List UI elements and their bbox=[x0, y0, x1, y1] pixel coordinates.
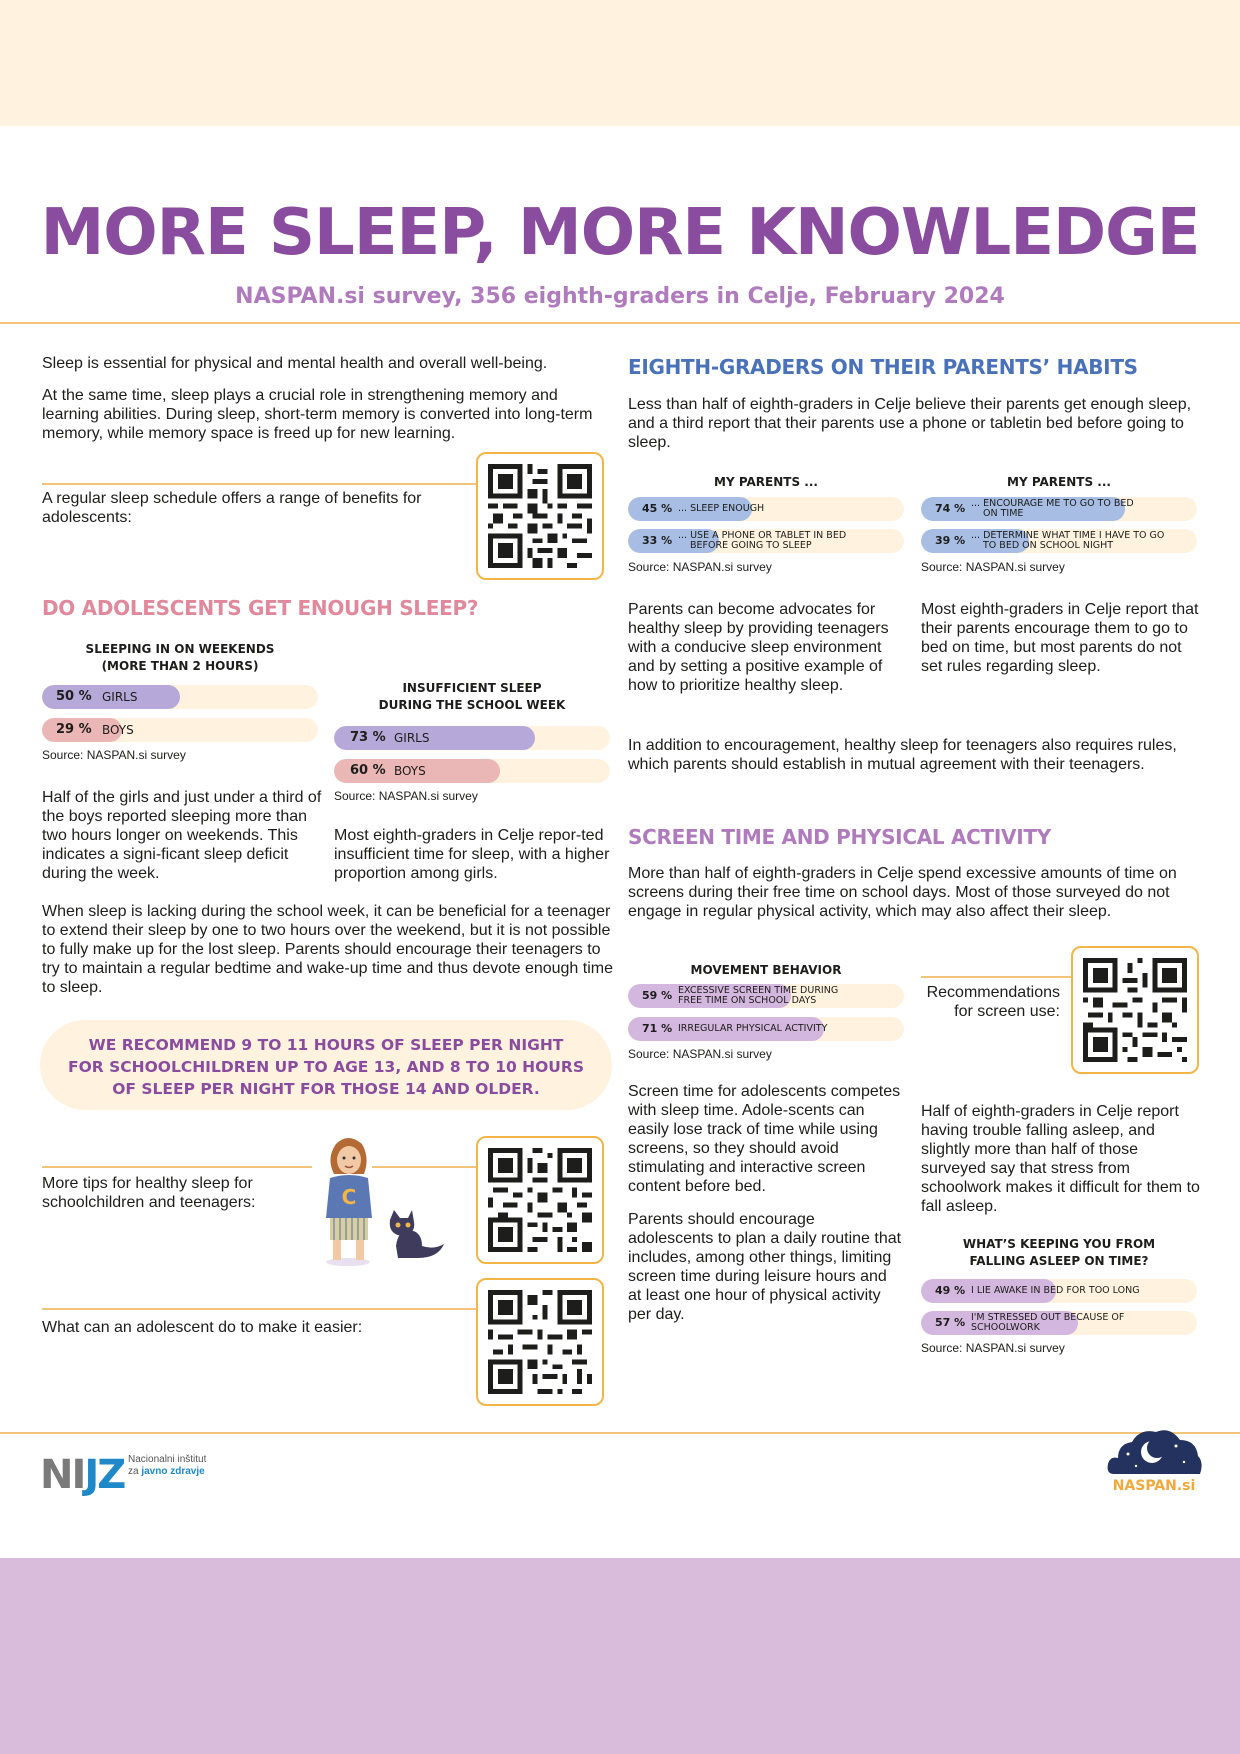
weekend-chart-source: Source: NASPAN.si survey bbox=[42, 748, 186, 762]
school-bar-girls bbox=[334, 726, 610, 750]
keeping-bar-stressed bbox=[921, 1311, 1197, 1335]
svg-text:C: C bbox=[341, 1185, 357, 1209]
school-girls-pct: 73 % bbox=[350, 730, 386, 745]
qr-connector-line bbox=[42, 483, 476, 485]
naspan-logo bbox=[1106, 1418, 1202, 1498]
qr-code-icon bbox=[488, 1290, 592, 1394]
movement-activity-label: IRREGULAR PHYSICAL ACTIVITY bbox=[678, 1023, 828, 1034]
weekend-chart-title: SLEEPING IN ON WEEKENDS (MORE THAN 2 HOURS) bbox=[85, 642, 275, 673]
screen-intro: More than half of eighth-graders in Celje spend excessive amounts of time on screens during their free time on school days. Most of those surveyed do not engage in regular physical activity, which may also affect their sleep. bbox=[628, 865, 1177, 920]
easier-text: What can an adolescent do to make it easier: bbox=[42, 1319, 363, 1336]
screen-trouble-text: Half of eighth-graders in Celje report having trouble falling asleep, and slightly more than half of those surveyed say that stress from schoolwork makes it difficult for them to fall asleep. bbox=[921, 1103, 1200, 1215]
movement-screen-pct: 59 % bbox=[642, 989, 673, 1002]
top-band bbox=[0, 0, 1240, 126]
school-girls-label: GIRLS bbox=[394, 731, 430, 745]
movement-chart-title: MOVEMENT BEHAVIOR bbox=[690, 963, 842, 977]
weekend-girls-pct: 50 % bbox=[56, 689, 92, 704]
qr-connector-line bbox=[42, 1308, 476, 1310]
parents-determine-pct: 39 % bbox=[935, 534, 966, 547]
page-title: MORE SLEEP, MORE KNOWLEDGE bbox=[40, 196, 1200, 270]
parents-bar-encourage bbox=[921, 497, 1197, 521]
screen-routine-text: Parents should encourage adolescents to plan a daily routine that includes, among other things, limiting screen time during leisure hours and at least one hour of physical activity per day. bbox=[628, 1211, 902, 1323]
weekend-girls-label: GIRLS bbox=[102, 690, 138, 704]
qr-code-screen[interactable] bbox=[1071, 946, 1199, 1074]
qr-code-tips[interactable] bbox=[476, 1136, 604, 1264]
intro-paragraph-1: Sleep is essential for physical and mental health and overall well-being. bbox=[42, 355, 548, 372]
parents-bar-sleep-enough bbox=[628, 497, 904, 521]
keeping-awake-label: I LIE AWAKE IN BED FOR TOO LONG bbox=[971, 1285, 1140, 1296]
school-boys-label: BOYS bbox=[394, 764, 426, 778]
parents-heading: EIGHTH-GRADERS ON THEIR PARENTS’ HABITS bbox=[628, 355, 1138, 379]
qr-code-icon bbox=[488, 1148, 592, 1252]
qr-code-schedule[interactable] bbox=[476, 452, 604, 580]
weekend-boys-pct: 29 % bbox=[56, 722, 92, 737]
keeping-awake-pct: 49 % bbox=[935, 1284, 966, 1297]
parents-encourage-text: Most eighth-graders in Celje report that their parents encourage them to go to bed on time, but most parents do not set rules regarding sleep. bbox=[921, 601, 1199, 675]
intro-paragraph-2: At the same time, sleep plays a crucial role in strengthening memory and learning abilities. During sleep, short-term memory is converted into long-term memory, while memory space is freed up for new learning. bbox=[42, 387, 593, 442]
nijz-logo bbox=[40, 1452, 240, 1498]
movement-screen-label: EXCESSIVE SCREEN TIME DURING FREE TIME ON SCHOOL DAYS bbox=[678, 985, 839, 1006]
school-chart-source: Source: NASPAN.si survey bbox=[334, 789, 478, 803]
footer-divider bbox=[0, 1432, 1240, 1434]
movement-chart-source: Source: NASPAN.si survey bbox=[628, 1047, 772, 1061]
parents-right-chart-source: Source: NASPAN.si survey bbox=[921, 560, 1065, 574]
naspan-logo-word: NASPAN.si bbox=[1112, 1478, 1196, 1494]
qr-connector-line bbox=[42, 1166, 312, 1168]
parents-left-chart-title: MY PARENTS ... bbox=[714, 475, 818, 489]
qr-code-icon bbox=[1083, 958, 1187, 1062]
parents-encourage-label: ... ENCOURAGE ME TO GO TO BED ON TIME bbox=[971, 498, 1134, 519]
school-boys-pct: 60 % bbox=[350, 763, 386, 778]
girl-illustration-icon bbox=[318, 1134, 448, 1270]
weekend-bar-girls bbox=[42, 685, 318, 709]
tips-text: More tips for healthy sleep for schoolchildren and teenagers: bbox=[42, 1175, 256, 1211]
recommendations-text: Recommendations for screen use: bbox=[926, 984, 1060, 1020]
nijz-logo-mark: NIJZ bbox=[40, 1452, 125, 1498]
weekend-boys-label: BOYS bbox=[102, 723, 134, 737]
qr-connector-line bbox=[921, 976, 1071, 978]
parents-phone-pct: 33 % bbox=[642, 534, 673, 547]
nijz-logo-name: Nacionalni inštitut za javno zdravje bbox=[128, 1454, 207, 1477]
parents-encourage-pct: 74 % bbox=[935, 502, 966, 515]
movement-bar-activity bbox=[628, 1017, 904, 1041]
school-bar-boys bbox=[334, 759, 610, 783]
parents-rules-text: In addition to encouragement, healthy sleep for teenagers also requires rules, which parents should establish in mutual agreement with their teenagers. bbox=[628, 737, 1177, 773]
school-chart-title: INSUFFICIENT SLEEP DURING THE SCHOOL WEEK bbox=[378, 681, 566, 712]
qr-code-icon bbox=[488, 464, 592, 568]
weekend-text: Half of the girls and just under a third of the boys reported sleeping more than two hours longer on weekends. This indicates a signi-ficant sleep deficit during the week. bbox=[42, 789, 322, 882]
parents-determine-label: ... DETERMINE WHAT TIME I HAVE TO GO TO BED ON SCHOOL NIGHT bbox=[971, 530, 1165, 551]
parents-phone-label: ... USE A PHONE OR TABLET IN BED BEFORE GOING TO SLEEP bbox=[678, 530, 847, 551]
parents-intro: Less than half of eighth-graders in Celje believe their parents get enough sleep, and a third report that their parents use a phone or tabletin bed before going to sleep. bbox=[628, 396, 1192, 451]
school-text: Most eighth-graders in Celje repor-ted insufficient time for sleep, with a higher proportion among girls. bbox=[334, 827, 610, 882]
movement-bar-screen bbox=[628, 984, 904, 1008]
parents-bar-phone bbox=[628, 529, 904, 553]
recommendation-box: WE RECOMMEND 9 TO 11 HOURS OF SLEEP PER NIGHT FOR SCHOOLCHILDREN UP TO AGE 13, AND 8 TO 10 HOURS OF SLEEP PER NIGHT FOR THOSE 14 AND OLDER. bbox=[40, 1020, 612, 1110]
bottom-band bbox=[0, 1558, 1240, 1754]
moon-cloud-logo-icon bbox=[1106, 1418, 1202, 1478]
screen-competes-text: Screen time for adolescents competes with sleep time. Adole-scents can easily lose track of time while using screens, so they should avoid stimulating and interactive screen content before bed. bbox=[628, 1083, 901, 1195]
parents-sleep-enough-pct: 45 % bbox=[642, 502, 673, 515]
header-divider bbox=[0, 322, 1240, 324]
enough-sleep-heading: DO ADOLESCENTS GET ENOUGH SLEEP? bbox=[42, 596, 479, 620]
keeping-chart-title: WHAT’S KEEPING YOU FROM FALLING ASLEEP ON TIME? bbox=[962, 1237, 1156, 1268]
parents-bar-determine bbox=[921, 529, 1197, 553]
keeping-chart-source: Source: NASPAN.si survey bbox=[921, 1341, 1065, 1355]
screen-heading: SCREEN TIME AND PHYSICAL ACTIVITY bbox=[628, 825, 1051, 849]
page-subtitle: NASPAN.si survey, 356 eighth-graders in Celje, February 2024 bbox=[235, 284, 1005, 309]
keeping-bar-awake bbox=[921, 1279, 1197, 1303]
movement-activity-pct: 71 % bbox=[642, 1022, 673, 1035]
keeping-stressed-pct: 57 % bbox=[935, 1316, 966, 1329]
schedule-text: A regular sleep schedule offers a range of benefits for adolescents: bbox=[42, 490, 422, 526]
qr-code-easier[interactable] bbox=[476, 1278, 604, 1406]
weekend-bar-boys bbox=[42, 718, 318, 742]
parents-sleep-enough-label: ... SLEEP ENOUGH bbox=[678, 503, 765, 514]
lacking-sleep-text: When sleep is lacking during the school week, it can be beneficial for a teenager to extend their sleep by one to two hours over the weekend, but it is not possible to fully make up for the lost sleep. Parents should encourage their teenagers to try to maintain a regular bedtime and wake-up time and thus devote enough time to sleep. bbox=[42, 903, 613, 996]
parents-advocates-text: Parents can become advocates for healthy sleep by providing teenagers with a conducive sleep environment and by setting a positive example of how to prioritize healthy sleep. bbox=[628, 601, 889, 694]
parents-left-chart-source: Source: NASPAN.si survey bbox=[628, 560, 772, 574]
parents-right-chart-title: MY PARENTS ... bbox=[1007, 475, 1111, 489]
keeping-stressed-label: I'M STRESSED OUT BECAUSE OF SCHOOLWORK bbox=[971, 1312, 1125, 1333]
